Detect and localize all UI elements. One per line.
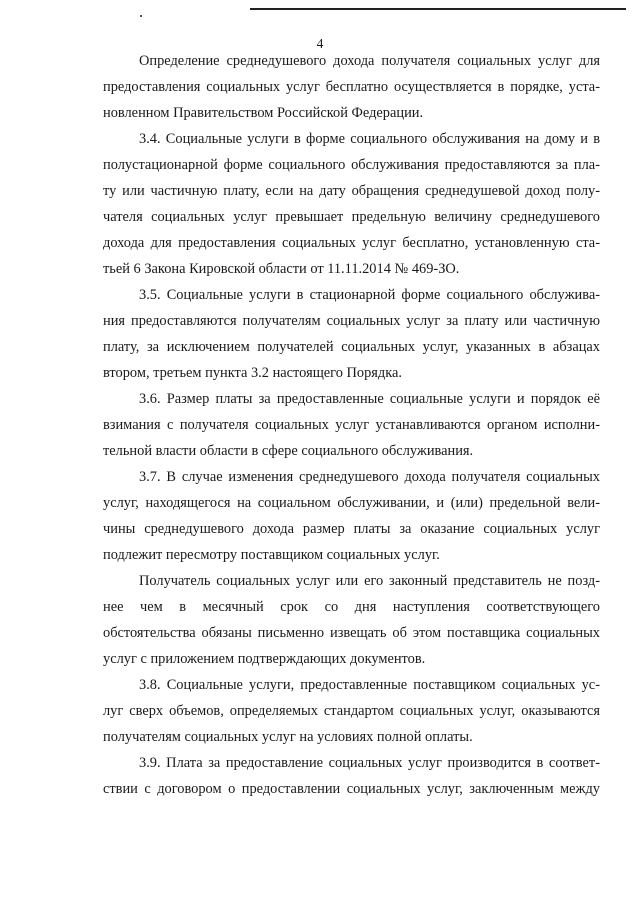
scan-mark [140,15,142,17]
text-line: чателя социальных услуг превышает предельную величину среднедушевого [103,209,600,225]
text-line: подлежит пересмотру поставщиком социальных услуг. [103,547,440,563]
text-line: 3.9. Плата за предоставление социальных услуг производится в соответ- [139,755,600,771]
text-line: 3.7. В случае изменения среднедушевого дохода получателя социальных [139,469,600,485]
text-line: луг сверх объемов, определяемых стандартом социальных услуг, оказываются [103,703,600,719]
text-line: Получатель социальных услуг или его законный представитель не позд- [139,573,600,589]
text-line: Определение среднедушевого дохода получателя социальных услуг для [139,53,600,69]
text-line: обстоятельства обязаны письменно извещать об этом поставщика социальных [103,625,600,641]
text-line: 3.5. Социальные услуги в стационарной форме социального обслужива- [139,287,600,303]
text-line: 3.8. Социальные услуги, предоставленные поставщиком социальных ус- [139,677,600,693]
text-line: втором, третьем пункта 3.2 настоящего Порядка. [103,365,402,381]
text-line: тельной власти области в сфере социального обслуживания. [103,443,474,459]
text-line: плату, за исключением получателей социальных услуг, указанных в абзацах [103,339,600,355]
text-line: дохода для предоставления социальных услуг бесплатно, установленную ста- [103,235,600,251]
text-line: взимания с получателя социальных услуг устанавливаются органом исполни- [103,417,600,433]
text-line: полустационарной форме социального обслуживания предоставляются за пла- [103,157,600,173]
top-rule [250,8,626,10]
text-line: ния предоставляются получателям социальных услуг за плату или частичную [103,313,600,329]
text-line: услуг с приложением подтверждающих документов. [103,651,426,667]
text-line: чины среднедушевого дохода размер платы за оказание социальных услуг [103,521,600,537]
text-line: нее чем в месячный срок со дня наступления соответствующего [103,599,600,615]
text-line: предоставления социальных услуг бесплатно осуществляется в порядке, уста- [103,79,600,95]
text-line: новленном Правительством Российской Федерации. [103,105,424,121]
text-line: ствии с договором о предоставлении социальных услуг, заключенным между [103,781,600,797]
page-number: 4 [316,36,324,51]
text-line: ту или частичную плату, если на дату обращения среднедушевой доход полу- [103,183,600,199]
text-line: услуг, находящегося на социальном обслуживании, и (или) предельной вели- [103,495,600,511]
text-line: 3.4. Социальные услуги в форме социального обслуживания на дому и в [139,131,600,147]
text-line: 3.6. Размер платы за предоставленные социальные услуги и порядок её [139,391,600,407]
text-line: получателям социальных услуг на условиях полной оплаты. [103,729,473,745]
text-line: тьей 6 Закона Кировской области от 11.11.2014 № 469-ЗО. [103,261,460,277]
